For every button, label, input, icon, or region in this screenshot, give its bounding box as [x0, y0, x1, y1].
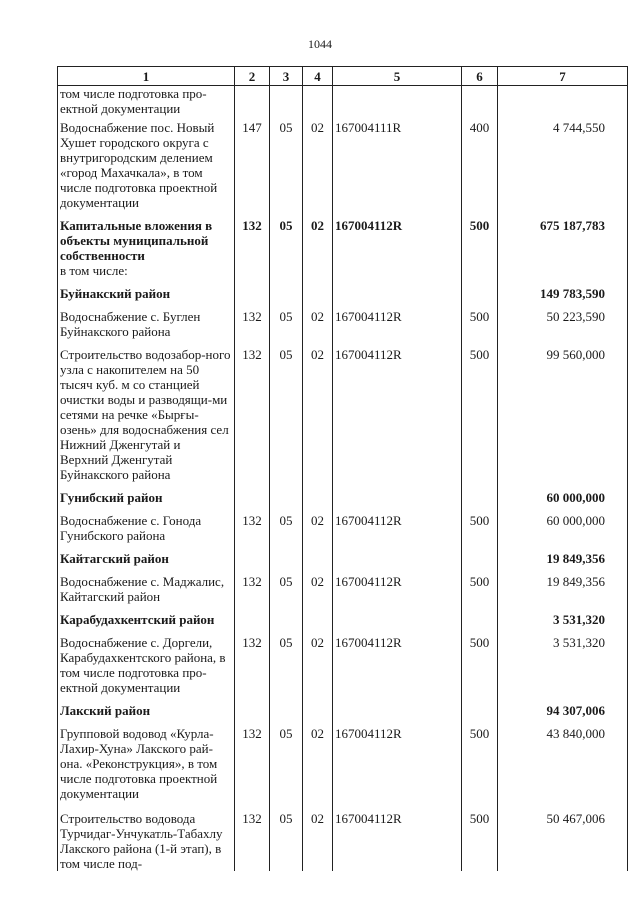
row-col-3: 05	[270, 210, 303, 263]
row-col-7: 50 467,006	[498, 801, 628, 871]
row-col-4	[303, 482, 333, 505]
table-row	[58, 604, 628, 627]
row-col-7: 4 744,550	[498, 116, 628, 210]
row-col-7: 99 560,000	[498, 339, 628, 482]
header-col-5: 5	[333, 67, 462, 86]
row-col-4: 02	[303, 505, 333, 543]
row-col-7: 60 000,000	[498, 482, 628, 505]
row-col-4: 02	[303, 339, 333, 482]
table-row	[58, 263, 628, 278]
header-col-4: 4	[303, 67, 333, 86]
row-col-3: 05	[270, 339, 303, 482]
row-col-5	[333, 263, 462, 278]
row-col-7: 149 783,590	[498, 278, 628, 301]
row-name: Карабудахкентский район	[58, 604, 235, 627]
row-name: Строительство водозабор-ного узла с накопителем на 50 тысяч куб. м со станцией очистки воды и разводящи-ми сетями на речке «Бырғы-озень» для водоснабжения сел Нижний Дженгутай и Верхний Дженгутай Буйнакского района	[58, 339, 235, 482]
row-col-2	[235, 278, 270, 301]
row-col-4: 02	[303, 627, 333, 695]
table-row	[58, 116, 628, 210]
table-body	[58, 86, 628, 872]
row-col-2: 132	[235, 801, 270, 871]
table-row	[58, 278, 628, 301]
header-col-3: 3	[270, 67, 303, 86]
row-col-5	[333, 604, 462, 627]
row-col-7: 60 000,000	[498, 505, 628, 543]
row-col-4	[303, 695, 333, 718]
row-col-6: 500	[462, 566, 498, 604]
row-col-4	[303, 278, 333, 301]
row-col-6: 500	[462, 339, 498, 482]
row-col-5	[333, 278, 462, 301]
table-row	[58, 695, 628, 718]
row-col-3: 05	[270, 116, 303, 210]
row-col-6	[462, 482, 498, 505]
row-col-5	[333, 86, 462, 117]
header-col-1: 1	[58, 67, 235, 86]
table-row	[58, 566, 628, 604]
row-col-6	[462, 543, 498, 566]
table-row	[58, 505, 628, 543]
row-col-6: 500	[462, 627, 498, 695]
row-col-3: 05	[270, 627, 303, 695]
table-row	[58, 718, 628, 801]
row-col-7: 50 223,590	[498, 301, 628, 339]
row-col-5	[333, 695, 462, 718]
row-col-3: 05	[270, 505, 303, 543]
row-col-5: 167004112R	[333, 566, 462, 604]
row-name: Гунибский район	[58, 482, 235, 505]
row-col-2: 132	[235, 301, 270, 339]
row-col-3	[270, 695, 303, 718]
row-name: Капитальные вложения в объекты муниципальной собственности	[58, 210, 235, 263]
row-col-3: 05	[270, 566, 303, 604]
row-col-4	[303, 543, 333, 566]
row-col-2: 132	[235, 718, 270, 801]
row-name: Строительство водовода Турчидаг-Унчукатль-Табахлу Лакского района (1-й этап), в том числе под-	[58, 801, 235, 871]
row-name: Групповой водовод «Курла-Лахир-Хуна» Лакского рай-она. «Реконструкция», в том числе подготовка проектной документации	[58, 718, 235, 801]
row-col-3	[270, 482, 303, 505]
row-col-5	[333, 482, 462, 505]
row-col-5: 167004112R	[333, 505, 462, 543]
row-col-3	[270, 543, 303, 566]
budget-table	[57, 66, 628, 871]
row-col-2: 132	[235, 627, 270, 695]
row-col-5: 167004112R	[333, 210, 462, 263]
row-col-4: 02	[303, 801, 333, 871]
row-col-3: 05	[270, 801, 303, 871]
row-name: Лакский район	[58, 695, 235, 718]
row-col-7: 3 531,320	[498, 604, 628, 627]
row-col-3	[270, 604, 303, 627]
row-name: Водоснабжение с. Гонода Гунибского района	[58, 505, 235, 543]
table-row	[58, 801, 628, 871]
row-col-3: 05	[270, 301, 303, 339]
row-col-5: 167004112R	[333, 627, 462, 695]
row-col-5: 167004112R	[333, 718, 462, 801]
row-col-2	[235, 695, 270, 718]
row-col-5: 167004112R	[333, 801, 462, 871]
table-row	[58, 339, 628, 482]
row-col-4: 02	[303, 566, 333, 604]
row-name: Кайтагский район	[58, 543, 235, 566]
table-row	[58, 482, 628, 505]
row-col-6: 500	[462, 718, 498, 801]
row-col-4	[303, 263, 333, 278]
row-col-7: 19 849,356	[498, 566, 628, 604]
row-name: том числе подготовка про-ектной документации	[58, 86, 235, 117]
row-col-5: 167004111R	[333, 116, 462, 210]
row-col-2	[235, 86, 270, 117]
row-col-2	[235, 604, 270, 627]
row-col-4: 02	[303, 210, 333, 263]
row-col-4: 02	[303, 718, 333, 801]
table-row	[58, 86, 628, 117]
row-col-2	[235, 543, 270, 566]
row-col-6: 500	[462, 210, 498, 263]
row-col-4: 02	[303, 116, 333, 210]
header-row	[58, 67, 628, 86]
row-col-7: 675 187,783	[498, 210, 628, 263]
row-col-7: 19 849,356	[498, 543, 628, 566]
row-col-5	[333, 543, 462, 566]
row-col-3: 05	[270, 718, 303, 801]
row-col-4	[303, 86, 333, 117]
row-col-3	[270, 86, 303, 117]
row-col-2	[235, 482, 270, 505]
row-col-6	[462, 263, 498, 278]
row-name: Водоснабжение с. Доргели, Карабудахкентского района, в том числе подготовка про-ектной документации	[58, 627, 235, 695]
row-col-6: 500	[462, 801, 498, 871]
row-name: Водоснабжение с. Маджалис, Кайтагский район	[58, 566, 235, 604]
table-row	[58, 210, 628, 263]
row-name: Водоснабжение с. Буглен Буйнакского района	[58, 301, 235, 339]
row-name: Водоснабжение пос. Новый Хушет городского округа с внутригородским делением «город Махачкала», в том числе подготовка проектной документации	[58, 116, 235, 210]
header-col-7: 7	[498, 67, 628, 86]
row-col-6	[462, 604, 498, 627]
row-col-6: 500	[462, 505, 498, 543]
table-row	[58, 301, 628, 339]
table-row	[58, 627, 628, 695]
row-col-2: 132	[235, 566, 270, 604]
row-col-3	[270, 278, 303, 301]
row-col-6: 500	[462, 301, 498, 339]
row-col-4: 02	[303, 301, 333, 339]
row-col-5: 167004112R	[333, 339, 462, 482]
row-name: Буйнакский район	[58, 278, 235, 301]
row-col-5: 167004112R	[333, 301, 462, 339]
row-col-7: 43 840,000	[498, 718, 628, 801]
header-col-2: 2	[235, 67, 270, 86]
row-col-2: 132	[235, 505, 270, 543]
row-col-6	[462, 86, 498, 117]
row-col-7	[498, 86, 628, 117]
page-number: 1044	[308, 37, 332, 51]
row-name: в том числе:	[58, 263, 235, 278]
table-row	[58, 543, 628, 566]
row-col-4	[303, 604, 333, 627]
row-col-2: 132	[235, 339, 270, 482]
row-col-6	[462, 695, 498, 718]
row-col-2: 147	[235, 116, 270, 210]
row-col-6: 400	[462, 116, 498, 210]
row-col-7: 3 531,320	[498, 627, 628, 695]
table-header	[58, 67, 628, 86]
row-col-3	[270, 263, 303, 278]
header-col-6: 6	[462, 67, 498, 86]
row-col-6	[462, 278, 498, 301]
row-col-7: 94 307,006	[498, 695, 628, 718]
row-col-7	[498, 263, 628, 278]
row-col-2: 132	[235, 210, 270, 263]
row-col-2	[235, 263, 270, 278]
